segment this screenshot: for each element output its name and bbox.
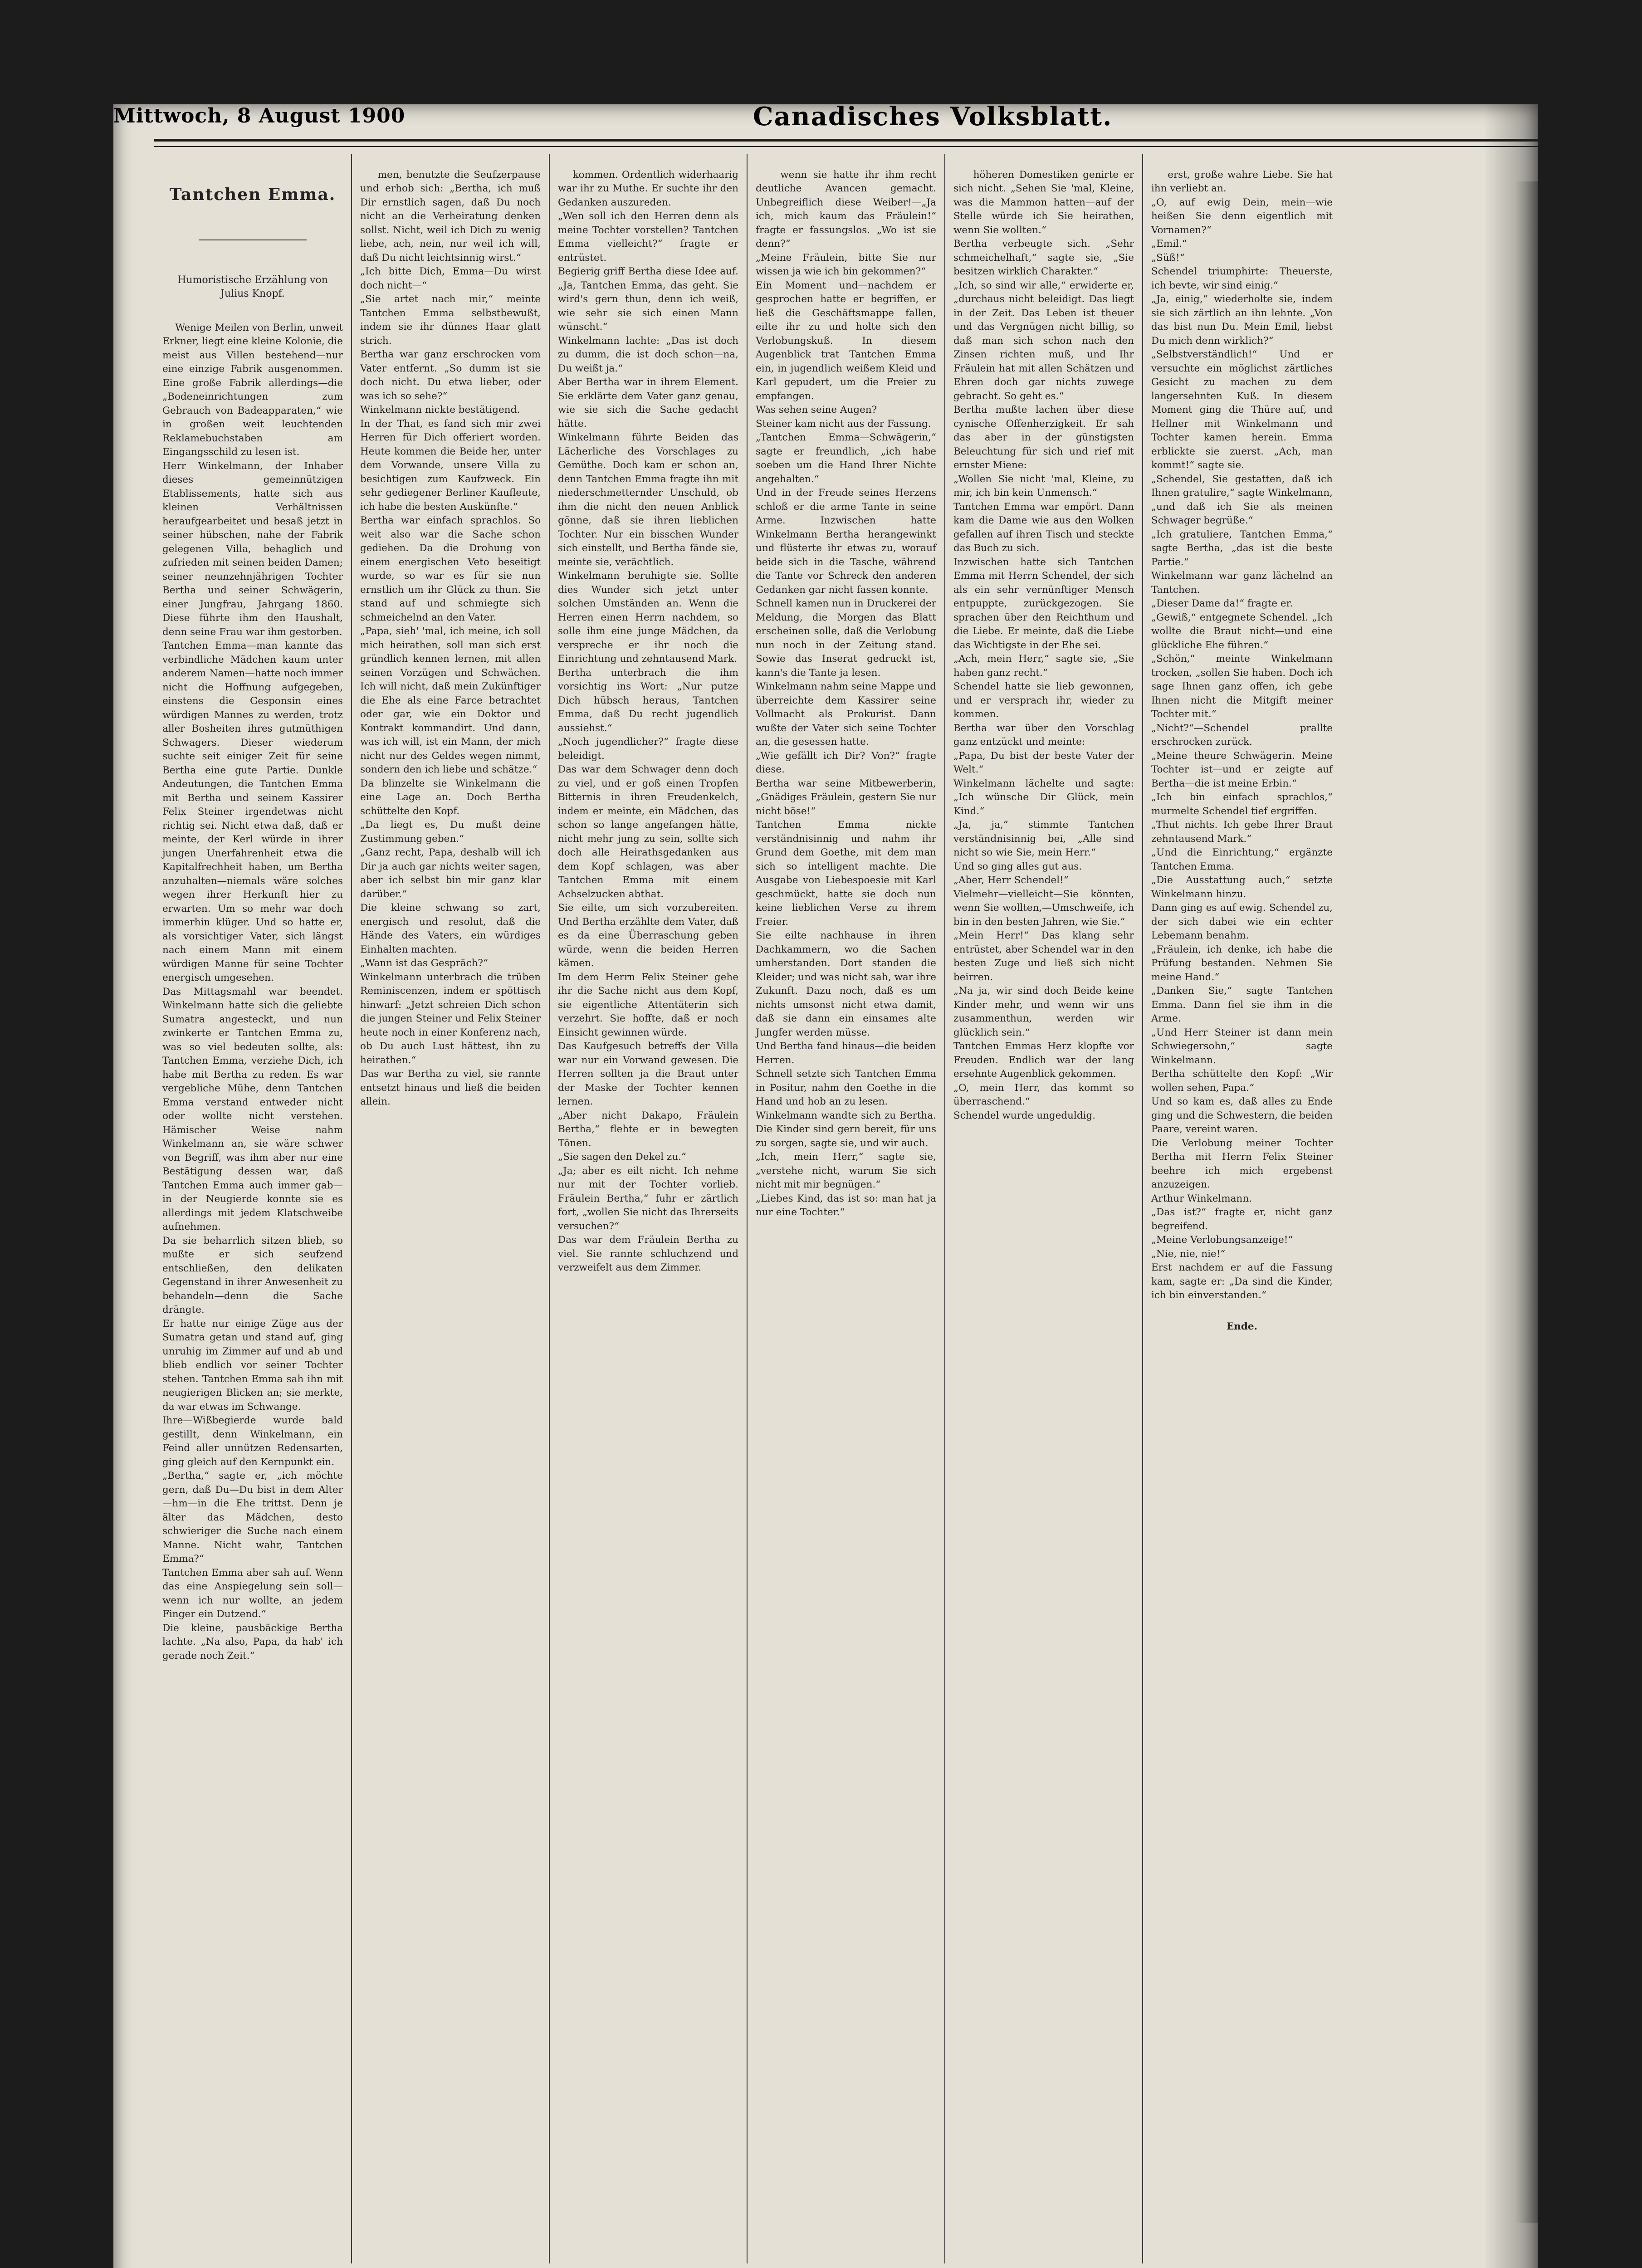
column-text: Wenige Meilen von Berlin, unweit Erkner, liegt eine kleine Kolonie, die meist aus Villen bestehend—nur eine einzige Fabrik ausgenommen. Eine große Fabrik allerdings—die „Bodeneinrichtungen zum Gebrauch von Badeapparaten,“ wie in großen weit leuchtenden Reklamebuchstaben am Eingangsschild zu lesen ist. Herr Winkelmann, der Inhaber dieses gemeinnützigen Etablissements, hatte sich aus kleinen Verhältnissen heraufgearbeitet und besaß jetzt in seiner hübschen, nahe der Fabrik gelegenen Villa, behaglich und zufrieden mit seinen beiden Damen; seiner neunzehnjährigen Tochter Bertha und seiner Schwägerin, einer Jungfrau, Jahrgang 1860. Diese führte ihm den Haushalt, denn seine Frau war ihm gestorben. Tantchen Emma—man kannte das verbindliche Mädchen kaum unter anderem Namen—hatte noch immer nicht die Hoffnung aufgegeben, einstens die Gesponsin eines würdigen Mannes zu werden, trotz aller Bosheiten ihres gutmüthigen Schwagers. Dieser wiederum suchte seit einiger Zeit für seine Bertha eine gute Partie. Dunkle Andeutungen, die Tantchen Emma mit Bertha und seinem Kassirer Felix Steiner irgendetwas nicht richtig sei. Nicht etwa daß, daß er meinte, der Kerl würde in ihrer jungen Unerfahrenheit etwa die Kapitalfrechheit haben, um Bertha anzuhalten—niemals wäre solches wegen ihrer Herkunft hier zu erwarten. Um so mehr war doch immerhin klüger. Und so hatte er, als vorsichtiger Vater, sich längst nach einem Mann mit einem würdigen Manne für seine Tochter energisch umgesehen. Das Mittagsmahl war beendet. Winkelmann hatte sich die geliebte Sumatra angesteckt, und nun zwinkerte er Tantchen Emma zu, was so viel bedeuten sollte, als: Tantchen Emma, verziehe Dich, ich habe mit Bertha zu reden. Es war vergebliche Mühe, denn Tantchen Emma verstand entweder nicht oder wollte nicht verstehen. Hämischer Weise nahm Winkelmann an, sie wäre schwer von Begriff, was ihm aber nur eine Bestätigung dessen war, daß Tantchen Emma auch immer gab—in der Neugierde konnte sie es allerdings mit jedem Klatschweibe aufnehmen. Da sie beharrlich sitzen blieb, so mußte er sich seufzend entschließen, den delikaten Gegenstand in ihrer Anwesenheit zu behandeln—denn die Sache drängte. Er hatte nur einige Züge aus der Sumatra getan und stand auf, ging unruhig im Zimmer auf und ab und blieb endlich vor seiner Tochter stehen. Tantchen Emma sah ihn mit neugierigen Blicken an; sie merkte, da war etwas im Schwange. Ihre—Wißbegierde wurde bald gestillt, denn Winkelmann, ein Feind aller unnützen Redensarten, ging gleich auf den Kernpunkt ein. „Bertha,“ sagte er, „ich möchte gern, daß Du—Du bist in dem Alter—hm—in die Ehe trittst. Denn je älter das Mädchen, desto schwieriger die Suche nach einem Manne. Nicht wahr, Tantchen Emma?“ Tantchen Emma aber sah auf. Wenn das eine Anspiegelung sein soll—wenn ich nur wollte, an jedem Finger ein Dutzend.“ Die kleine, pausbäckige Bertha lachte. „Na also, Papa, da hab' ich gerade noch Zeit.“	[162, 322, 343, 1662]
column-text: erst, große wahre Liebe. Sie hat ihn verliebt an. „O, auf ewig Dein, mein—wie heißen Sie denn eigentlich mit Vornamen?“ „Emil.“ „Süß!“ Schendel triumphirte: Theuerste, ich bevte, wir sind einig.“ „Ja, einig,“ wiederholte sie, indem sie sich zärtlich an ihn lehnte. „Von das bist nun Du. Mein Emil, liebst Du mich denn wirklich?“ „Selbstverständlich!“ Und er versuchte ein möglichst zärtliches Gesicht zu machen zu dem langersehnten Kuß. In diesem Moment ging die Thüre auf, und Hellner mit Winkelmann und Tochter kamen herein. Emma erblickte sie zuerst. „Ach, man kommt!“ sagte sie. „Schendel, Sie gestatten, daß ich Ihnen gratulire,“ sagte Winkelmann, „und daß ich Sie als meinen Schwager begrüße.“ „Ich gratuliere, Tantchen Emma,“ sagte Bertha, „das ist die beste Partie.“ Winkelmann war ganz lächelnd an Tantchen. „Dieser Dame da!“ fragte er. „Gewiß,“ entgegnete Schendel. „Ich wollte die Braut nicht—und eine glückliche Ehe führen.“ „Schön,“ meinte Winkelmann trocken, „sollen Sie haben. Doch ich sage Ihnen ganz offen, ich gebe Ihnen nicht die Mitgift meiner Tochter mit.“ „Nicht?“—Schendel prallte erschrocken zurück. „Meine theure Schwägerin. Meine Tochter ist—und er zeigte auf Bertha—die ist meine Erbin.“ „Ich bin einfach sprachlos,“ murmelte Schendel tief ergriffen. „Thut nichts. Ich gebe Ihrer Braut zehntausend Mark.“ „Und die Einrichtung,“ ergänzte Tantchen Emma. „Die Ausstattung auch,“ setzte Winkelmann hinzu. Dann ging es auf ewig. Schendel zu, der sich dabei wie ein echter Lebemann benahm. „Fräulein, ich denke, ich habe die Prüfung bestanden. Nehmen Sie meine Hand.“ „Danken Sie,“ sagte Tantchen Emma. Dann fiel sie ihm in die Arme. „Und Herr Steiner ist dann mein Schwiegersohn,“ sagte Winkelmann. Bertha schüttelte den Kopf: „Wir wollen sehen, Papa.“ Und so kam es, daß alles zu Ende ging und die Schwestern, die beiden Paare, vereint waren. Die Verlobung meiner Tochter Bertha mit Herrn Felix Steiner beehre ich mich ergebenst anzuzeigen. Arthur Winkelmann. „Das ist?“ fragte er, nicht ganz begreifend. „Meine Verlobungsanzeige!“ „Nie, nie, nie!“ Erst nachdem er auf die Fassung kam, sagte er: „Da sind die Kinder, ich bin einverstanden.“	[1151, 169, 1333, 1301]
column-4	[748, 154, 945, 2263]
story-subtitle: Humoristische Erzählung von Julius Knopf.	[177, 274, 328, 299]
newspaper-title: Canadisches Volksblatt.	[753, 102, 1113, 132]
column-2	[352, 154, 550, 2263]
column-text: men, benutzte die Seufzerpause und erhob sich: „Bertha, ich muß Dir ernstlich sagen, daß Du noch nicht an die Verheiratung denken sollst. Nicht, weil ich Dich zu wenig liebe, ach, nein, nur weil ich will, daß Du nicht leichtsinnig wirst.“ „Ich bitte Dich, Emma—Du wirst doch nicht—“ „Sie artet nach mir,“ meinte Tantchen Emma selbstbewußt, indem sie ihr dünnes Haar glatt strich. Bertha war ganz erschrocken vom Vater entfernt. „So dumm ist sie doch nicht. Du etwa lieber, oder was ich so sehe?“ Winkelmann nickte bestätigend. In der That, es fand sich mir zwei Herren für Dich offeriert worden. Heute kommen die Beide her, unter dem Vorwande, unsere Villa zu besichtigen zum Kaufzweck. Ein sehr gediegener Berliner Kaufleute, ich habe die besten Auskünfte.“ Bertha war einfach sprachlos. So weit also war die Sache schon gediehen. Da die Drohung von einem energischen Veto beseitigt wurde, so war es für sie nun ernstlich um ihr Glück zu thun. Sie stand auf und schmiegte sich schmeichelnd an den Vater. „Papa, sieh' 'mal, ich meine, ich soll mich heirathen, soll man sich erst gründlich kennen lernen, mit allen seinen Vorzügen und Schwächen. Ich will nicht, daß mein Zukünftiger die Ehe als eine Farce betrachtet oder gar, wie ein Doktor und Kontrakt kommandirt. Und dann, was ich will, ist ein Mann, der mich nicht nur des Geldes wegen nimmt, sondern den ich liebe und schätze.“ Da blinzelte sie Winkelmann die eine Lage an. Doch Bertha schüttelte den Kopf. „Da liegt es, Du mußt deine Zustimmung geben.“ „Ganz recht, Papa, deshalb will ich Dir ja auch gar nichts weiter sagen, aber ich selbst bin mir ganz klar darüber.“ Die kleine schwang so zart, energisch und resolut, daß die Hände des Vaters, ein würdiges Einhalten machten. „Wann ist das Gespräch?“ Winkelmann unterbrach die trüben Reminiscenzen, indem er spöttisch hinwarf: „Jetzt schreien Dich schon die jungen Steiner und Felix Steiner heute noch in einer Konferenz nach, ob Du auch Lust hättest, ihn zu heirathen.“ Das war Bertha zu viel, sie rannte entsetzt hinaus und ließ die beiden allein.	[360, 169, 541, 1107]
column-5	[945, 154, 1143, 2263]
column-text: kommen. Ordentlich widerhaarig war ihr zu Muthe. Er suchte ihr den Gedanken auszureden. „Wen soll ich den Herren denn als meine Tochter vorstellen? Tantchen Emma vielleicht?“ fragte er entrüstet. Begierig griff Bertha diese Idee auf. „Ja, Tantchen Emma, das geht. Sie wird's gern thun, denn ich weiß, wie sehr sie sich einen Mann wünscht.“ Winkelmann lachte: „Das ist doch zu dumm, die ist doch schon—na, Du weißt ja.“ Aber Bertha war in ihrem Element. Sie erklärte dem Vater ganz genau, wie sie sich die Sache gedacht hätte. Winkelmann führte Beiden das Lächerliche des Vorschlages zu Gemüthe. Doch kam er schon an, denn Tantchen Emma fragte ihn mit niederschmetternder Unschuld, ob ihm die nicht den neuen Anblick gönne, daß sie ihren lieblichen Tochter. Nur ein bisschen Wunder sich einstellt, und Bertha fände sie, meinte sie, verächtlich. Winkelmann beruhigte sie. Sollte dies Wunder sich jetzt unter solchen Umständen an. Wenn die Herren einen Herrn nachdem, so solle ihm eine junge Mädchen, da verspreche er ihr noch die Einrichtung und zehntausend Mark. Bertha unterbrach die ihm vorsichtig ins Wort: „Nur putze Dich hübsch heraus, Tantchen Emma, daß Du recht jugendlich aussiehst.“ „Noch jugendlicher?“ fragte diese beleidigt. Das war dem Schwager denn doch zu viel, und er goß einen Tropfen Bitternis in ihren Freudenkelch, indem er meinte, ein Mädchen, das schon so lange angefangen hätte, nicht mehr jung zu sein, sollte sich doch alle Heirathsgedanken aus dem Kopf schlagen, was aber Tantchen Emma mit einem Achselzucken abthat. Sie eilte, um sich vorzubereiten. Und Bertha erzählte dem Vater, daß es da eine Überraschung geben würde, wenn die beiden Herren kämen. Im dem Herrn Felix Steiner gehe ihr die Sache nicht aus dem Kopf, sie eigentliche Attentäterin sich verzehrt. Sie hoffte, daß er noch Einsicht gewinnen würde. Das Kaufgesuch betreffs der Villa war nur ein Vorwand gewesen. Die Herren sollten ja die Braut unter der Maske der Tochter kennen lernen. „Aber nicht Dakapo, Fräulein Bertha,“ flehte er in bewegten Tönen. „Sie sagen den Dekel zu.“ „Ja; aber es eilt nicht. Ich nehme nur mit der Tochter vorlieb. Fräulein Bertha,“ fuhr er zärtlich fort, „wollen Sie nicht das Ihrerseits versuchen?“ Das war dem Fräulein Bertha zu viel. Sie rannte schluchzend und verzweifelt aus dem Zimmer.	[558, 169, 738, 1273]
issue-date: Mittwoch, 8 August 1900	[113, 104, 406, 127]
header-rule	[154, 139, 1542, 147]
column-text: wenn sie hatte ihr ihm recht deutliche Avancen gemacht. Unbegreiflich diese Weiber!—„Ja ich, mich kaum das Fräulein!“ fragte er fassungslos. „Wo ist sie denn?“ „Meine Fräulein, bitte Sie nur wissen ja wie ich bin gekommen?“ Ein Moment und—nachdem er gesprochen hatte er begriffen, er ließ die Geschäftsmappe fallen, eilte ihr zu und holte sich den Verlobungskuß. In diesem Augenblick trat Tantchen Emma ein, in jugendlich weißem Kleid und Karl gepudert, um die Freier zu empfangen. Was sehen seine Augen? Steiner kam nicht aus der Fassung. „Tantchen Emma—Schwägerin,“ sagte er freundlich, „ich habe soeben um die Hand Ihrer Nichte angehalten.“ Und in der Freude seines Herzens schloß er die arme Tante in seine Arme. Inzwischen hatte Winkelmann Bertha herangewinkt und flüsterte ihr etwas zu, worauf beide sich in die Tasche, während die Tante vor Schreck den anderen Gedanken gar nicht fassen konnte. Schnell kamen nun in Druckerei der Meldung, die Morgen das Blatt erscheinen solle, daß die Verlobung nun noch in der Zeitung stand. Sowie das Inserat gedruckt ist, kann's die Tante ja lesen. Winkelmann nahm seine Mappe und überreichte dem Kassirer seine Vollmacht als Prokurist. Dann wußte der Vater sich seine Tochter an, die gesessen hatte. „Wie gefällt ich Dir? Von?“ fragte diese. Bertha war seine Mitbewerberin, „Gnädiges Fräulein, gestern Sie nur nicht böse!“ Tantchen Emma nickte verständnisinnig und nahm ihr Grund dem Goethe, mit dem man sich so intelligent machte. Die Ausgabe von Liebespoesie mit Karl geschmückt, hatte sie doch nun keine lieblichen Verse zu ihrem Freier. Sie eilte nachhause in ihren Dachkammern, wo die Sachen umherstanden. Dort standen die Kleider; und was nicht sah, war ihre Zukunft. Dazu noch, daß es um nichts umsonst nicht etwa damit, daß sie dann ein einsames alte Jungfer werden müsse. Und Bertha fand hinaus—die beiden Herren. Schnell setzte sich Tantchen Emma in Positur, nahm den Goethe in die Hand und hob an zu lesen. Winkelmann wandte sich zu Bertha. Die Kinder sind gern bereit, für uns zu sorgen, sagte sie, und wir auch. „Ich, mein Herr,“ sagte sie, „verstehe nicht, warum Sie sich nicht mit mir begnügen.“ „Liebes Kind, das ist so: man hat ja nur eine Tochter.“	[756, 169, 936, 1218]
story-title: Tantchen Emma.	[169, 185, 336, 204]
column-3	[550, 154, 748, 2263]
column-text: höheren Domestiken genirte er sich nicht. „Sehen Sie 'mal, Kleine, was die Mammon hatten—auf der Stelle würde ich Sie heirathen, wenn Sie wollten.“ Bertha verbeugte sich. „Sehr schmeichelhaft,“ sagte sie, „Sie besitzen wirklich Charakter.“ „Ich, so sind wir alle,“ erwiderte er, „durchaus nicht beleidigt. Das liegt in der Zeit. Das Leben ist theuer und das Vergnügen nicht billig, so daß man sich schon nach den Zinsen richten muß, und Ihr Fräulein hat mit allen Schätzen und Ehren doch gar nichts zuwege gebracht. So geht es.“ Bertha mußte lachen über diese cynische Offenherzigkeit. Er sah das aber in der günstigsten Beleuchtung für sich und rief mit ernster Miene: „Wollen Sie nicht 'mal, Kleine, zu mir, ich bin kein Unmensch.“ Tantchen Emma war empört. Dann kam die Dame wie aus den Wolken gefallen auf ihren Tisch und steckte das Buch zu sich. Inzwischen hatte sich Tantchen Emma mit Herrn Schendel, der sich als ein sehr vernünftiger Mensch entpuppte, zurückgezogen. Sie sprachen über den Reichthum und die Liebe. Er meinte, daß die Liebe das Wichtigste in der Ehe sei. „Ach, mein Herr,“ sagte sie, „Sie haben ganz recht.“ Schendel hatte sie lieb gewonnen, und er versprach ihr, wieder zu kommen. Bertha war über den Vorschlag ganz entzückt und meinte: „Papa, Du bist der beste Vater der Welt.“ Winkelmann lächelte und sagte: „Ich wünsche Dir Glück, mein Kind.“ „Ja, ja,“ stimmte Tantchen verständnisinnig bei, „Alle sind nicht so wie Sie, mein Herr.“ Und so ging alles gut aus. „Aber, Herr Schendel!“ Vielmehr—vielleicht—Sie könnten, wenn Sie wollten,—Umschweife, ich bin in den besten Jahren, wie Sie.“ „Mein Herr!“ Das klang sehr entrüstet, aber Schendel war in den besten Zuge und ließ sich nicht beirren. „Na ja, wir sind doch Beide keine Kinder mehr, und wenn wir uns zusammenthun, werden wir glücklich sein.“ Tantchen Emmas Herz klopfte vor Freuden. Endlich war der lang ersehnte Augenblick gekommen. „O, mein Herr, das kommt so überraschend.“ Schendel wurde ungeduldig.	[953, 169, 1134, 1121]
column-1	[154, 154, 352, 2263]
text-columns	[154, 154, 1542, 2263]
column-6	[1143, 154, 1341, 2263]
story-signoff: Ende.	[1226, 1321, 1258, 1332]
